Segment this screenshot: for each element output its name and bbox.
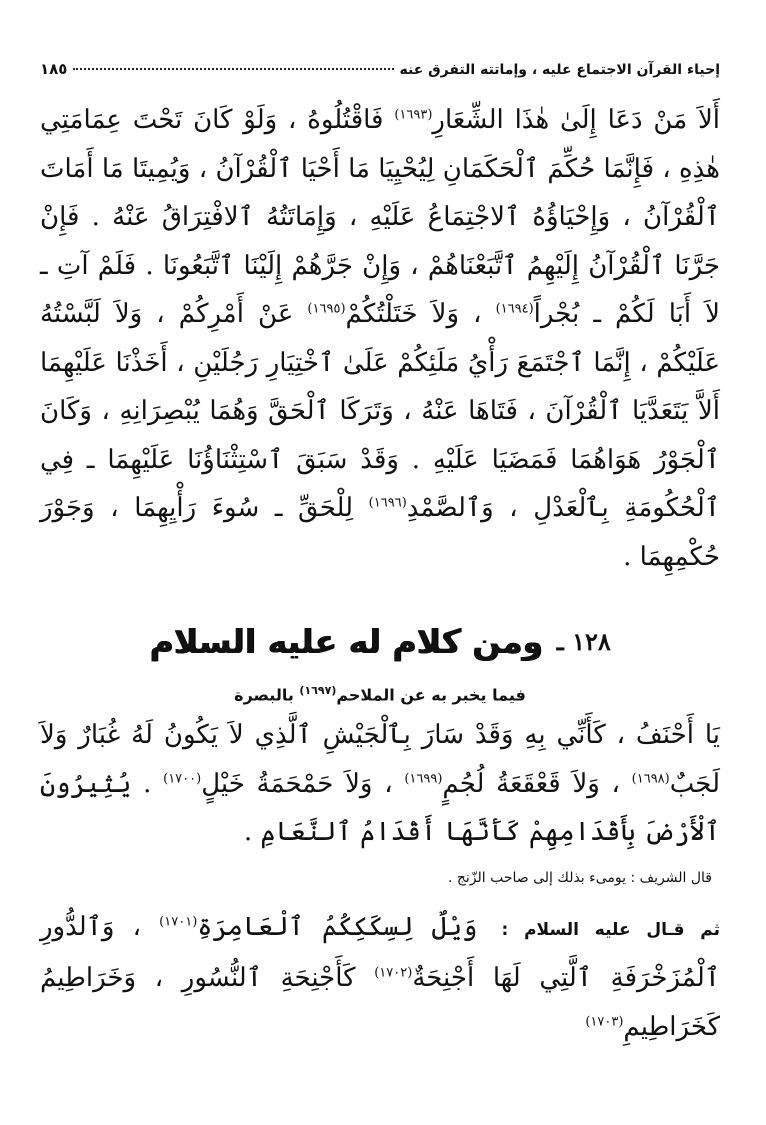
section-subheading bbox=[40, 675, 720, 707]
text-run: ، وَٱلدُّورِ ٱلْمُزَخْرَفَةِ ٱلَّتِي لَهَا أَجْنِحَةٌ bbox=[40, 911, 720, 993]
text-run: كَأَجْنِحَةِ ٱلنُّسُورِ ، وَخَرَاطِيمُ كَخَرَاطِيمِ bbox=[40, 963, 720, 1042]
text-run: بالبصرة bbox=[234, 685, 300, 705]
text-run: ، وَلاَ قَعْقَعَةُ لُجُمٍ bbox=[442, 768, 632, 799]
text-run: أَلاَ مَنْ دَعَا إِلَىٰ هٰذَا الشِّعَارِ bbox=[432, 105, 720, 135]
footnote-marker: (١٧٠٣) bbox=[585, 1013, 624, 1029]
book-page bbox=[40, 60, 720, 1051]
section-heading bbox=[40, 617, 720, 665]
footnote-marker: (١٦٩٤) bbox=[495, 301, 534, 317]
text-run: فيما يخبر به عن الملاحم bbox=[336, 685, 526, 705]
footnote-marker: (١٦٩٨) bbox=[631, 770, 670, 786]
text-run: . يُثِيرُونَ ٱلْأَرْضَ بِأَقْدَامِهِمْ كَأَنَّهَا أَقْدَامُ ٱلنَّعَامِ . bbox=[40, 768, 720, 847]
section-title: ومن كلام له عليه السلام bbox=[149, 621, 543, 661]
running-header bbox=[40, 60, 720, 88]
footnote-marker: (١٦٩٣) bbox=[394, 107, 433, 123]
paragraph-2 bbox=[40, 711, 720, 857]
paragraph-3-lead: ثم قـال عليه السلام : bbox=[501, 919, 720, 940]
text-run: ، وَلاَ حَمْحَمَةُ خَيْلٍ bbox=[201, 768, 405, 799]
sharif-note: قال الشريف : يومىء بذلك إلى صاحب الزّنج . bbox=[447, 869, 712, 886]
footnote-marker: (١٧٠١) bbox=[159, 913, 198, 929]
footnote-marker: (١٦٩٩) bbox=[404, 770, 443, 786]
paragraph-3 bbox=[40, 903, 720, 1052]
section-number: ١٢٨ ـ bbox=[556, 626, 611, 656]
footnote-marker: (١٦٩٧) bbox=[299, 684, 337, 697]
paragraph-1 bbox=[40, 96, 720, 581]
text-run: يَا أَحْنَفُ ، كَأَنِّي بِهِ وَقَدْ سَارَ بِٱلْجَيْشِ ٱلَّذِي لاَ يَكُونُ لَهُ غُبَارٌ وَلاَ لَجَبٌ bbox=[40, 720, 720, 799]
header-dot-leader bbox=[73, 68, 393, 70]
text-run: فَاقْتُلُوهُ ، وَلَوْ كَانَ تَحْتَ عِمَامَتِي هٰذِهِ ، فَإِنَّمَا حُكِّمَ ٱلْحَكَمَانِ لِيُحْيِيَا مَا أَحْيَا ٱلْقُرْآنُ ، وَيُمِيتَا مَا أَمَاتَ ٱلْقُرْآنُ ، وَإِحْيَاؤُهُ ٱلاجْتِمَاعُ عَلَيْهِ ، وَإِمَاتَتُهُ ٱلافْتِرَاقُ عَنْهُ . فَإِنْ جَرَّنَا ٱلْقُرْآنُ إِلَيْهِمُ ٱتَّبَعْنَاهُمْ ، وَإِنْ جَرَّهُمْ إِلَيْنَا ٱتَّبَعُونَا . فَلَمْ آتِ ـ لاَ أَبَا لَكُمْ ـ بُجْراً bbox=[40, 105, 720, 329]
text-run: لِلْحَقِّ ـ سُوءَ رَأْيِهِمَا ، وَجَوْرَ حُكْمِهِمَا . bbox=[40, 493, 720, 572]
footnote-marker: (١٦٩٦) bbox=[368, 495, 407, 511]
page-number: ١٨٥ bbox=[40, 60, 68, 78]
running-header-title: إحياء القرآن الاجتماع عليه ، وإماتته التفرق عنه bbox=[399, 62, 720, 78]
footnote-marker: (١٧٠٠) bbox=[163, 770, 202, 786]
text-run: وَيْلٌ لِسِكَكِكُمُ ٱلْعَامِرَةِ bbox=[197, 911, 496, 942]
footnote-marker: (١٧٠٢) bbox=[374, 965, 413, 981]
footnote-marker: (١٦٩٥) bbox=[307, 301, 346, 317]
text-run: عَنْ أَمْرِكُمْ ، وَلاَ لَبَّسْتُهُ عَلَيْكُمْ ، إِنَّمَا ٱجْتَمَعَ رَأْيُ مَلَئِكُمْ عَلَىٰ ٱخْتِيَارِ رَجُلَيْنِ ، أَخَذْنَا عَلَيْهِمَا أَلاَّ يَتَعَدَّيَا ٱلْقُرْآنَ ، فَتَاهَا عَنْهُ ، وَتَرَكَا ٱلْحَقَّ وَهُمَا يُبْصِرَانِهِ ، وَكَانَ ٱلْجَوْرُ هَوَاهُمَا فَمَضَيَا عَلَيْهِ . وَقَدْ سَبَقَ ٱسْتِثْنَاؤُنَا عَلَيْهِمَا ـ فِي ٱلْحُكُومَةِ بِٱلْعَدْلِ ، وَٱلصَّمْدِ bbox=[40, 299, 720, 523]
text-run: ، وَلاَ خَتَلْتُكُمْ bbox=[345, 299, 496, 329]
